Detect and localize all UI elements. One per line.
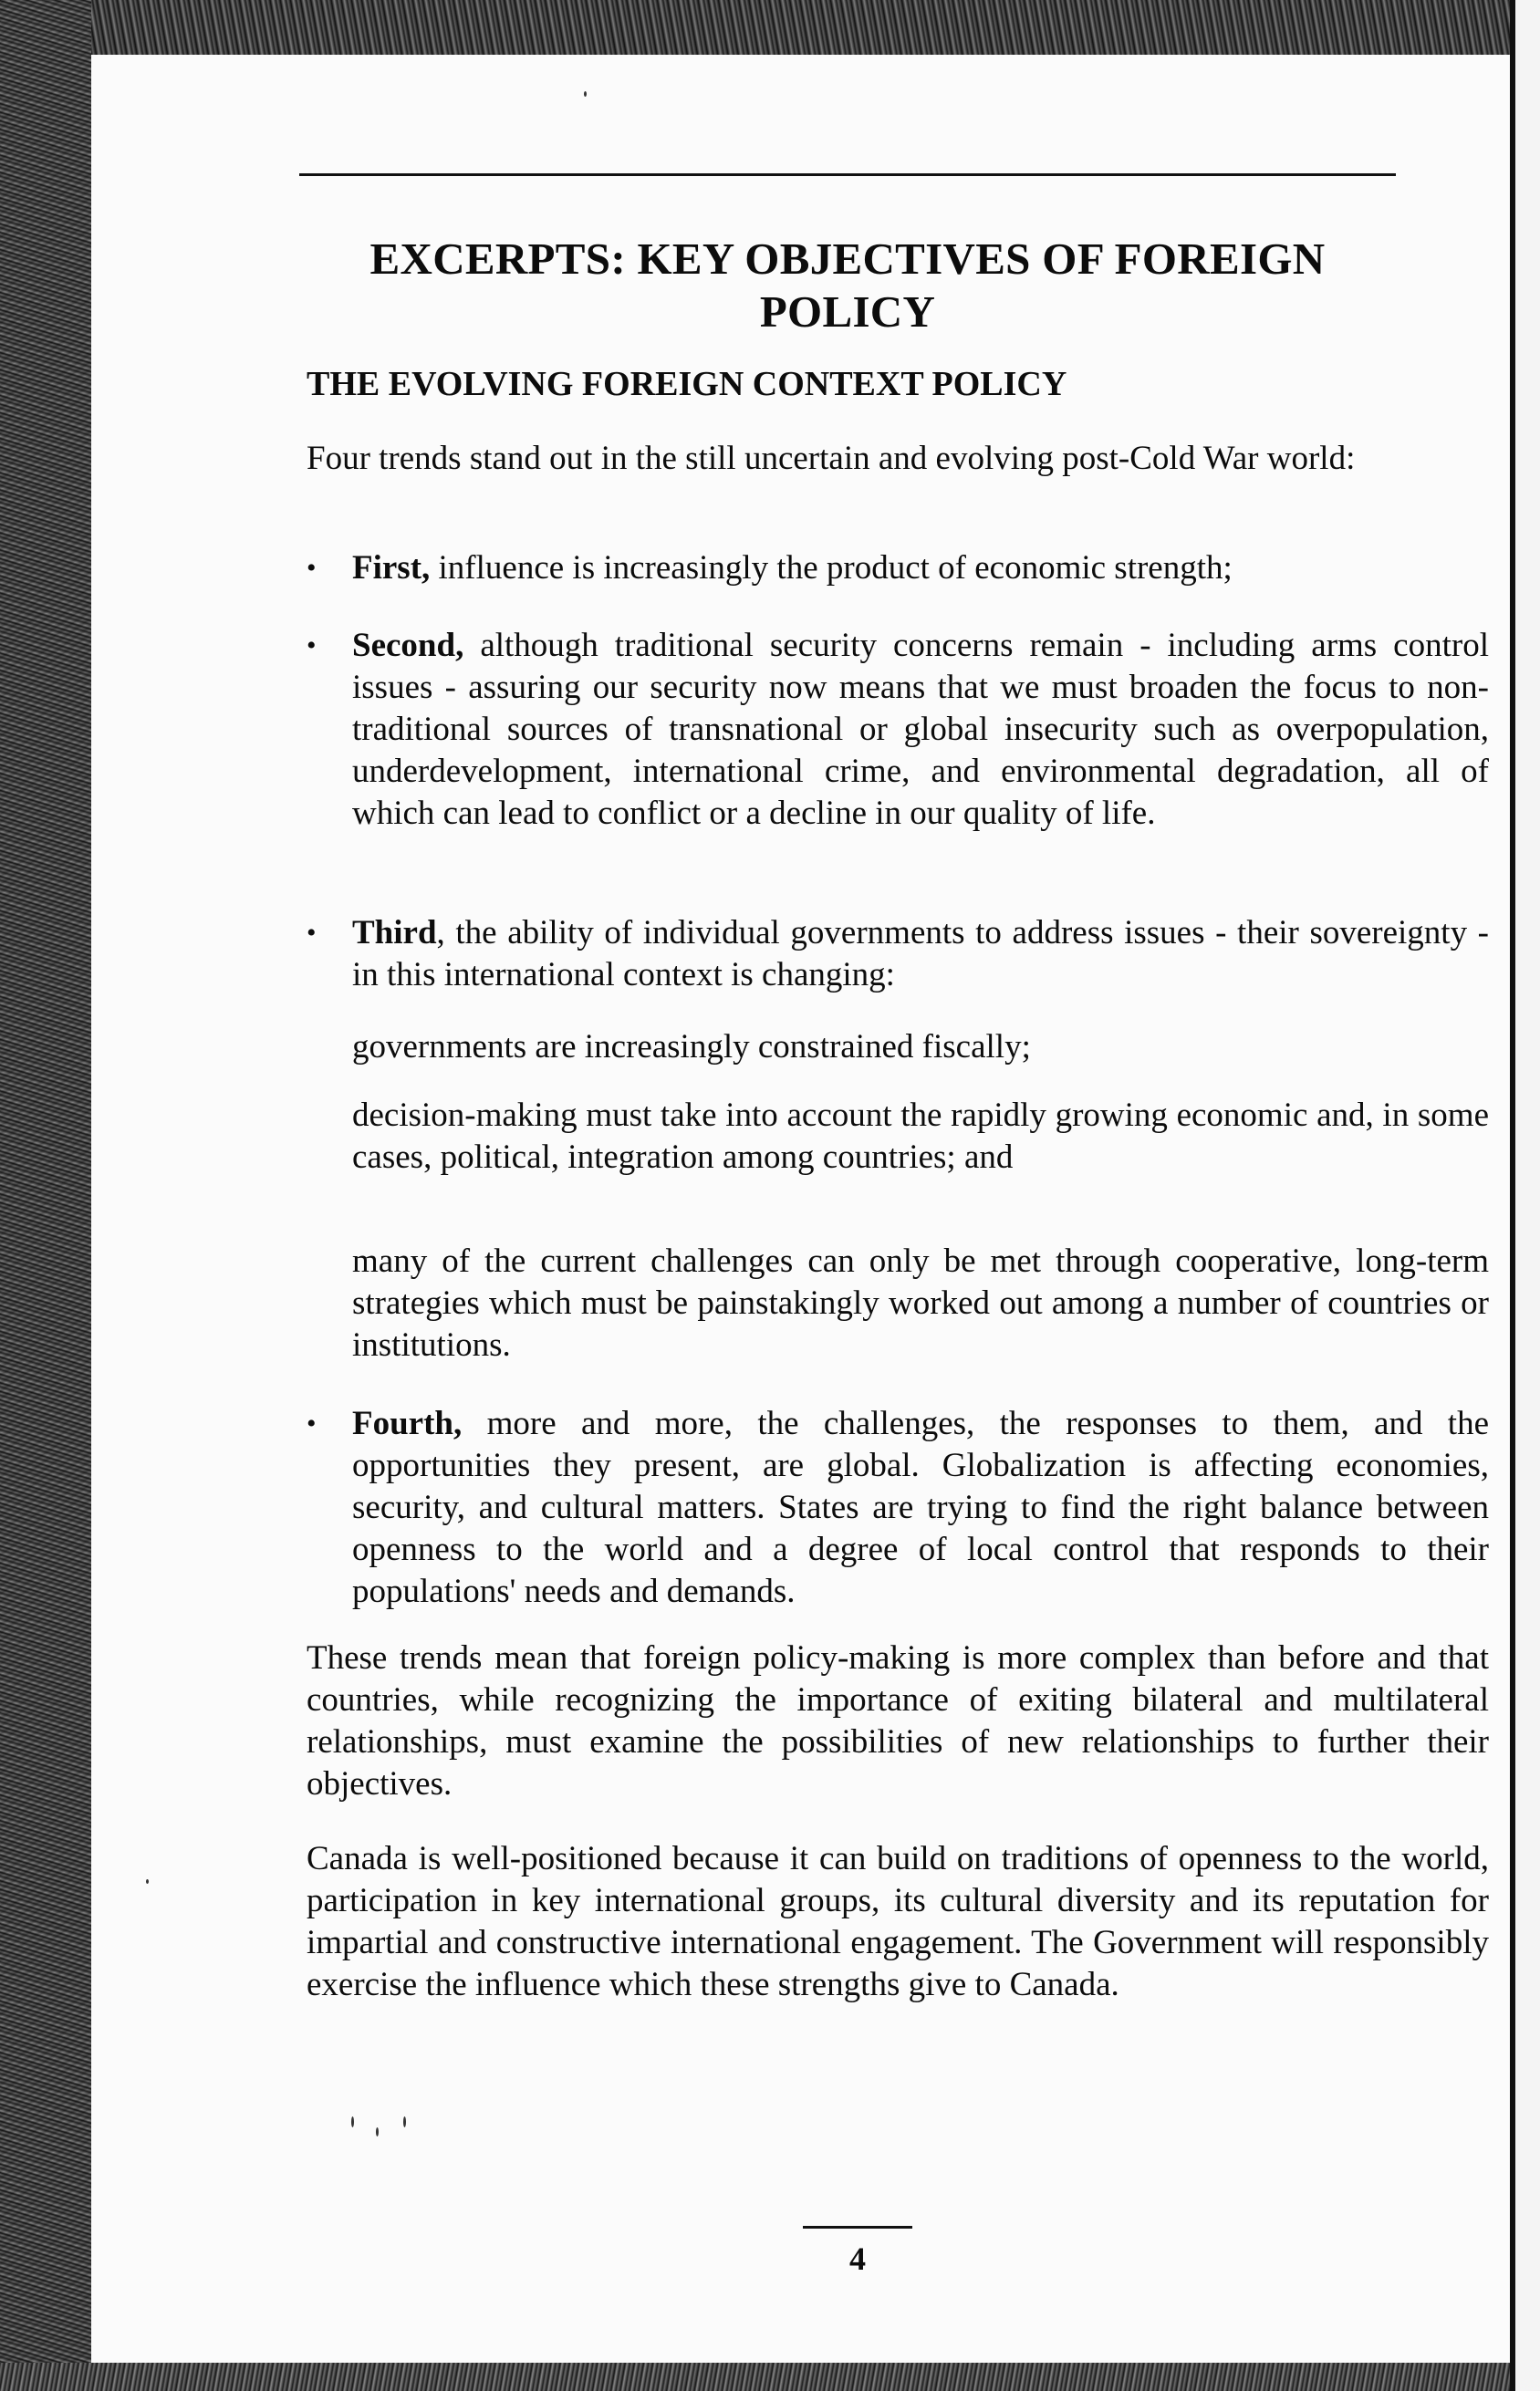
scan-speck [376,2127,379,2136]
trends-paragraph: These trends mean that foreign policy-making is more complex than before and that countries, while recognizing the importance of exiting bilateral and multilateral relationships, must examine the possibilities of new relationships to further their objectives. [307,1639,1489,1803]
page-number: 4 [849,2240,866,2277]
scan-border-right [1510,0,1540,2391]
bullet-text [352,547,1489,589]
third-subitem-cooperation: many of the current challenges can only be met through cooperative, long-term strategies which must be painstakingly worked out among a number of countries or institutions. [352,1242,1489,1364]
bullet-lead: Third [352,914,437,951]
page-title: EXCERPTS: KEY OBJECTIVES OF FOREIGN POLICY [369,234,1326,337]
third-subitem-integration: decision-making must take into account the rapidly growing economic and, in some cases, political, integration among countries; and [352,1097,1489,1176]
bullet-lead: Fourth, [352,1405,463,1442]
document-page [91,55,1510,2363]
footer-rule [803,2226,912,2229]
bullet-content: , the ability of individual governments to address issues - their sovereignty - in this international context is changing: [352,914,1489,993]
intro-paragraph: Four trends stand out in the still uncertain and evolving post-Cold War world: [307,440,1356,477]
bullet-content: influence is increasingly the product of economic strength; [430,549,1233,587]
scan-speck [146,1879,149,1884]
section-heading: THE EVOLVING FOREIGN CONTEXT POLICY [307,365,1067,403]
scan-speck [584,91,587,97]
bullet-icon: • [307,553,317,583]
bullet-icon: • [307,918,317,948]
bullet-text [352,1403,1489,1613]
scan-border-bottom [0,2363,1540,2391]
bullet-lead: Second, [352,627,464,664]
bullet-icon: • [307,630,317,660]
bullet-text [352,625,1489,835]
third-subitem-fiscal: governments are increasingly constrained fiscally; [352,1028,1031,1066]
bullet-text [352,912,1489,996]
scan-speck [351,2116,354,2127]
canada-paragraph: Canada is well-positioned because it can build on traditions of openness to the world, participation in key international groups, its cultural diversity and its reputation for impartial and constructive international engagement. The Government will responsibly exercise the influence which these strengths give to Canada. [307,1840,1489,2003]
bullet-lead: First, [352,549,431,587]
bullet-content: more and more, the challenges, the responses to them, and the opportunities they present, are global. Globalization is affecting economies, security, and cultural matters. States are trying to find the right balance between openness to the world and a degree of local control that responds to their populations' needs and demands. [352,1405,1489,1610]
header-rule [299,173,1396,176]
scan-speck [403,2116,406,2127]
scan-border-left [0,0,91,2391]
scan-border-top [0,0,1540,55]
bullet-icon: • [307,1409,317,1439]
bullet-content: although traditional security concerns remain - including arms control issues - assuring our security now means that we must broaden the focus to non-traditional sources of transnational or global insecurity such as overpopulation, underdevelopment, international crime, and environmental degradation, all of which can lead to conflict or a decline in our quality of life. [352,627,1489,832]
